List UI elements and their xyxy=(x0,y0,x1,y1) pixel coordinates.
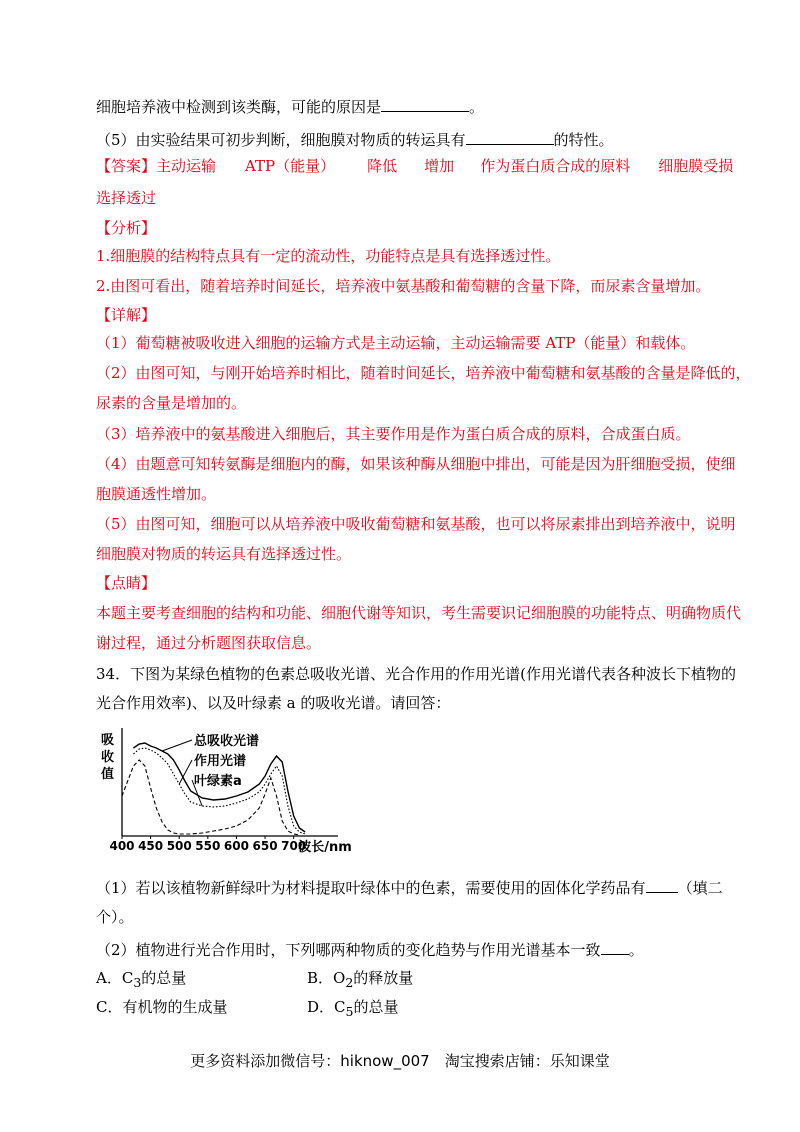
comment-label: 【点睛】 xyxy=(96,574,157,592)
answer-blank[interactable] xyxy=(466,130,554,145)
series-line-2 xyxy=(122,760,299,835)
analysis-item-2: 2.由图可看出，随着培养时间延长，培养液中氨基酸和葡萄糖的含量下降，而尿素含量增加。 xyxy=(96,277,711,295)
detail-item-5b: 细胞膜对物质的转运具有选择透过性。 xyxy=(96,545,352,563)
series-label: 总吸收光谱 xyxy=(194,734,260,749)
x-tick-label: 550 xyxy=(195,839,221,853)
detail-item-1: （1）葡萄糖被吸收进入细胞的运输方式是主动运输，主动运输需要 ATP（能量）和载体。 xyxy=(96,334,696,352)
sub-question-1-line-b: 个）。 xyxy=(96,908,134,926)
y-axis-label: 收 xyxy=(101,750,115,765)
sub-question-1-line-a: （1）若以该植物新鲜绿叶为材料提取叶绿体中的色素，需要使用的固体化学药品有 （填二 xyxy=(96,879,723,897)
option-a[interactable]: A．$C_3$的总量 xyxy=(96,969,187,990)
comment-line-a: 本题主要考查细胞的结构和功能、细胞代谢等知识，考生需要识记细胞膜的功能特点、明确物质代 xyxy=(96,604,742,622)
series-label: 叶绿素a xyxy=(194,774,242,789)
comment-line-b: 谢过程，通过分析题图获取信息。 xyxy=(96,634,322,652)
answer-item: ATP（能量） xyxy=(245,157,336,175)
x-tick-label: 450 xyxy=(138,839,164,853)
answer-item: 主动运输 xyxy=(156,157,217,175)
answer-item: 细胞膜受损 xyxy=(658,157,734,175)
option-b[interactable]: B．$O_2$的释放量 xyxy=(307,969,414,990)
detail-item-4a: （4）由题意可知转氨酶是细胞内的酶，如果该种酶从细胞中排出，可能是因为肝细胞受损，使细 xyxy=(96,455,736,473)
question-5-line: （5）由实验结果可初步判断，细胞膜对物质的转运具有 的特性。 xyxy=(96,131,614,149)
detail-item-3: （3）培养液中的氨基酸进入细胞后，其主要作用是作为蛋白质合成的原料，合成蛋白质。 xyxy=(96,425,691,443)
analysis-item-1: 1.细胞膜的结构特点具有一定的流动性，功能特点是具有选择透过性。 xyxy=(96,247,561,265)
answer-blank[interactable] xyxy=(646,878,678,893)
answer-line-2: 选择透过 xyxy=(96,189,157,207)
detail-item-2a: （2）由图可知，与刚开始培养时相比，随着时间延长，培养液中葡萄糖和氨基酸的含量是降低的， xyxy=(96,364,751,382)
x-axis-label: 波长/nm xyxy=(298,840,352,855)
page-footer: 更多资料添加微信号：hiknow_007 淘宝搜索店铺：乐知课堂 xyxy=(190,1052,610,1070)
question-continuation-line: 细胞培养液中检测到该类酶，可能的原因是 。 xyxy=(96,98,485,116)
question-34-line-b: 光合作用效率)、以及叶绿素 a 的吸收光谱。请回答： xyxy=(96,694,451,712)
detail-item-5a: （5）由图可知，细胞可以从培养液中吸收葡萄糖和氨基酸，也可以将尿素排出到培养液中，说明 xyxy=(96,515,736,533)
detail-item-4b: 胞膜通透性增加。 xyxy=(96,485,217,503)
answer-line xyxy=(96,156,733,176)
detail-item-2b: 尿素的含量是增加的。 xyxy=(96,394,247,412)
y-axis-label: 吸 xyxy=(101,733,115,748)
x-tick-label: 600 xyxy=(223,839,249,853)
series-leader-line xyxy=(162,740,192,751)
detail-label: 【详解】 xyxy=(96,306,157,324)
answer-item: 增加 xyxy=(424,157,455,175)
answer-item: 降低 xyxy=(367,157,398,175)
sub-question-2: （2）植物进行光合作用时，下列哪两种物质的变化趋势与作用光谱基本一致 。 xyxy=(96,941,644,959)
answer-label: 【答案】 xyxy=(96,157,157,175)
x-tick-label: 700 xyxy=(281,839,307,853)
option-d[interactable]: D．$C_5$的总量 xyxy=(307,998,399,1019)
answer-blank[interactable] xyxy=(601,940,629,955)
x-tick-label: 500 xyxy=(166,839,192,853)
series-label: 作用光谱 xyxy=(194,754,247,769)
analysis-label: 【分析】 xyxy=(96,219,157,237)
answer-blank[interactable] xyxy=(381,97,469,112)
x-tick-label: 650 xyxy=(252,839,278,853)
answer-item: 作为蛋白质合成的原料 xyxy=(480,157,631,175)
series-leader-line xyxy=(179,760,192,784)
x-tick-label: 400 xyxy=(109,839,135,853)
y-axis-label: 值 xyxy=(101,767,115,782)
chart-plot-area xyxy=(100,728,352,855)
absorption-spectrum-chart xyxy=(96,722,376,858)
option-c[interactable]: C．有机物的生成量 xyxy=(96,998,228,1016)
question-34-line-a: 34．下图为某绿色植物的色素总吸收光谱、光合作用的作用光谱(作用光谱代表各种波长下植物的 xyxy=(96,665,736,683)
